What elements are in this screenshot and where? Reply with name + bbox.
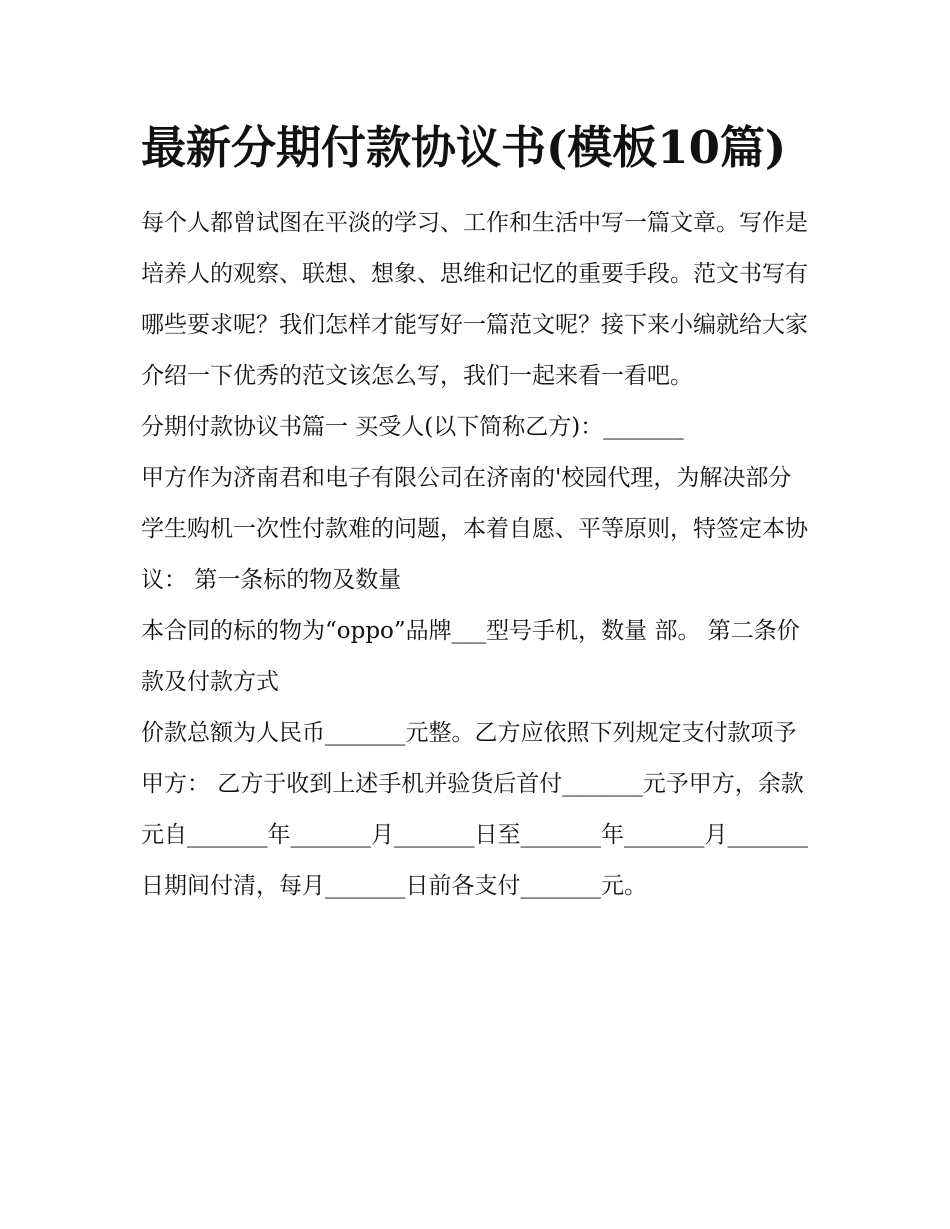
paragraph-buyer: 分期付款协议书篇一 买受人(以下简称乙方)：_______ bbox=[141, 414, 684, 440]
paragraph-party-a: 甲方作为济南君和电子有限公司在济南的'校园代理，为解决部分学生购机一次性付款难的问题，本着自愿、平等原则，特签定本协议： 第一条标的物及数量 bbox=[141, 465, 808, 593]
paragraph-price: 价款总额为人民币_______元整。乙方应依照下列规定支付款项予甲方： 乙方于收到上述手机并验货后首付_______元予甲方，余款 bbox=[141, 720, 804, 797]
document-page bbox=[141, 112, 813, 912]
paragraph-subject: 本合同的标的物为“oppo”品牌___型号手机，数量 部。 第二条价款及付款方式 bbox=[141, 618, 800, 695]
paragraph-schedule: 元自_______年_______月_______日至_______年_______月_______日期间付清，每月_______日前各支付_______元。 bbox=[141, 822, 808, 899]
document-title: 最新分期付款协议书(模板10篇) bbox=[141, 121, 787, 174]
paragraph-intro: 每个人都曾试图在平淡的学习、工作和生活中写一篇文章。写作是培养人的观察、联想、想象、思维和记忆的重要手段。范文书写有哪些要求呢？我们怎样才能写好一篇范文呢？接下来小编就给大家介绍一下优秀的范文该怎么写，我们一起来看一看吧。 bbox=[141, 210, 808, 389]
